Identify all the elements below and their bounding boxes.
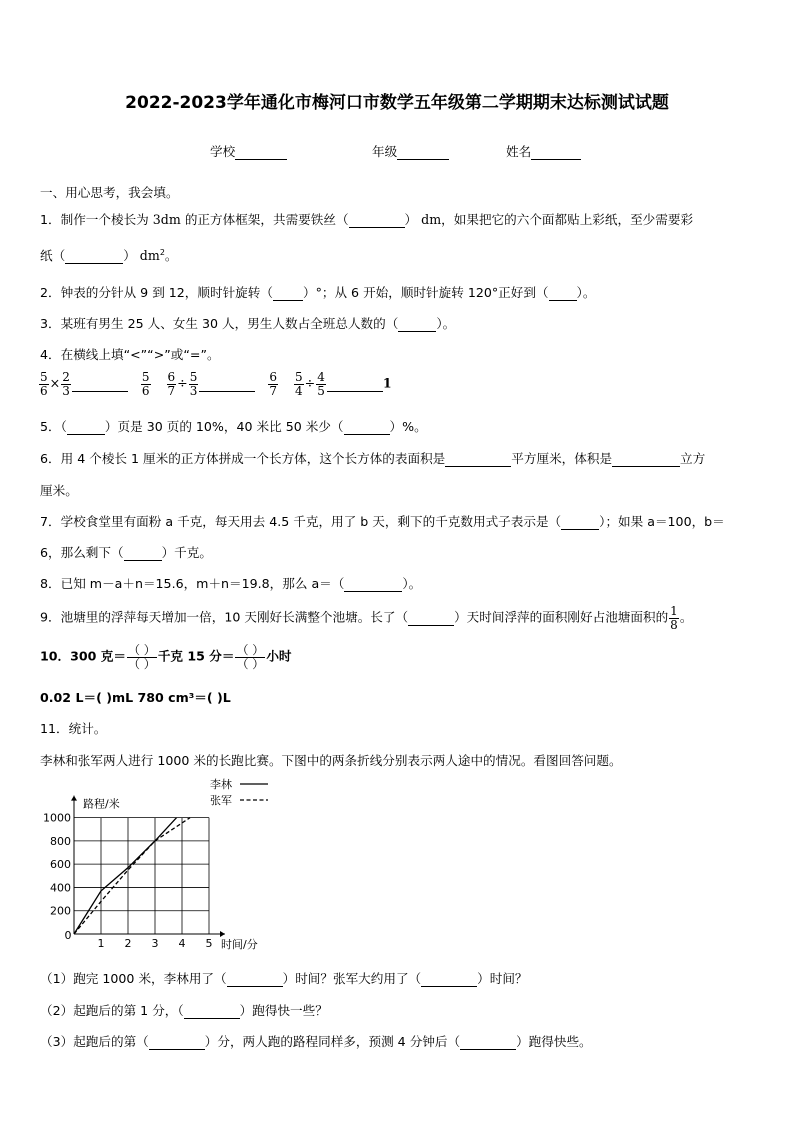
section-heading: 一、用心思考，我会填。 <box>40 185 179 200</box>
school-label: 学校 <box>210 144 236 159</box>
fraction: $\frac{5}{6}$ <box>141 370 150 398</box>
question-11-sub-1: （1）跑完 1000 米，李林用了（ ）时间？张军大约用了（ ）时间？ <box>40 971 528 986</box>
x-axis-arrow <box>220 931 225 937</box>
answer-blank[interactable] <box>344 576 402 592</box>
page-title: 2022-2023学年通化市梅河口市数学五年级第二学期期末达标测试试题 <box>125 93 669 113</box>
race-line-chart <box>38 778 288 954</box>
y-axis-label: 路程/米 <box>83 797 120 811</box>
origin-label: 0 <box>64 929 72 942</box>
y-tick-label: 600 <box>50 858 71 872</box>
fraction-blank[interactable]: $\frac{( )}{( )}$ <box>236 643 265 671</box>
name-blank[interactable] <box>531 144 581 160</box>
fraction: $\frac{5}{4}$ <box>295 370 303 398</box>
name-field[interactable] <box>506 141 581 160</box>
question-6-line-2: 厘米。 <box>40 483 78 498</box>
x-tick-label: 4 <box>178 937 186 950</box>
x-tick-label: 5 <box>205 937 213 950</box>
school-blank[interactable] <box>235 144 287 160</box>
question-3: 3．某班有男生 25 人、女生 30 人，男生人数占全班总人数的（ ）。 <box>40 316 456 331</box>
question-8: 8．已知 m－a＋n＝15.6，m＋n＝19.8，那么 a＝（ ）。 <box>40 576 422 591</box>
series-line-dashed <box>74 818 190 934</box>
y-axis-arrow <box>71 796 77 801</box>
question-10-line-1: 10．300 克＝ $\frac{( )}{( )}$ 千克 15 分＝ $\frac{( )}{( )}$ 小时 <box>40 643 292 671</box>
question-7-line-1: 7．学校食堂里有面粉 a 千克，每天用去 4.5 千克，用了 b 天，剩下的千克数用式子表示是（ ）；如果 a＝100，b＝ <box>40 514 725 529</box>
school-field[interactable] <box>210 141 287 160</box>
answer-blank[interactable] <box>72 376 128 392</box>
answer-blank[interactable] <box>408 610 454 626</box>
answer-blank[interactable] <box>445 451 511 467</box>
answer-blank[interactable] <box>549 285 577 301</box>
question-7-line-2: 6，那么剩下（ ）千克。 <box>40 545 212 560</box>
question-9: 9．池塘里的浮萍每天增加一倍，10 天刚好长满整个池塘。长了（ ）天时间浮萍的面积刚好占池塘面积的 $\frac{1}{8}$ 。 <box>40 604 693 632</box>
answer-blank[interactable] <box>327 376 383 392</box>
question-11-sub-3: （3）起跑后的第（ ）分，两人跑的路程同样多，预测 4 分钟后（ ）跑得快些。 <box>40 1034 592 1049</box>
fraction: $\frac{4}{5}$ <box>317 370 325 398</box>
question-2: 2．钟表的分针从 9 到 12，顺时针旋转（ ）°；从 6 开始，顺时针旋转 120°正好到（ ）。 <box>40 285 596 300</box>
grade-label: 年级 <box>372 144 398 159</box>
question-1-line-2: 纸（ ） $dm^2$。 <box>40 247 178 263</box>
legend-label: 张军 <box>210 794 232 807</box>
answer-blank[interactable] <box>398 316 436 332</box>
x-tick-label: 2 <box>124 937 132 950</box>
fraction-blank[interactable]: $\frac{( )}{( )}$ <box>127 643 156 671</box>
fraction: $\frac{6}{7}$ <box>269 370 278 398</box>
answer-blank[interactable] <box>612 451 680 467</box>
question-11-heading: 11．统计。 <box>40 721 107 736</box>
series-line-solid <box>74 818 177 934</box>
y-tick-label: 200 <box>50 904 71 918</box>
answer-blank[interactable] <box>67 419 105 435</box>
answer-blank[interactable] <box>421 971 477 987</box>
x-axis-label: 时间/分 <box>221 938 258 951</box>
x-tick-label: 1 <box>97 937 105 950</box>
answer-blank[interactable] <box>349 212 405 228</box>
fraction: $\frac{5}{3}$ <box>189 370 198 398</box>
fraction: $\frac{5}{6}$ <box>40 370 48 398</box>
answer-blank[interactable] <box>273 285 303 301</box>
question-10-line-2: 0.02 L＝( )mL 780 cm³＝( )L <box>40 690 231 705</box>
grade-blank[interactable] <box>397 144 449 160</box>
question-4-expressions: $\frac{5}{6}$ × $\frac{2}{3}$ $\frac{5}{6}$ $\frac{6}{7}$ ÷ $\frac{5}{3}$ $\frac{6}{7}$ $\frac{5}{4}$ ÷ $\frac{4}{5}$ 1 <box>40 370 392 398</box>
answer-blank[interactable] <box>561 514 599 530</box>
fraction: $\frac{2}{3}$ <box>62 370 70 398</box>
question-5: 5．（ ）页是 30 页的 10%，40 米比 50 米少（ ）%。 <box>40 419 427 434</box>
answer-blank[interactable] <box>460 1034 516 1050</box>
grade-field[interactable] <box>372 141 449 160</box>
question-11-sub-2: （2）起跑后的第 1 分，（ ）跑得快一些？ <box>40 1003 328 1018</box>
question-6-line-1: 6．用 4 个棱长 1 厘米的正方体拼成一个长方体，这个长方体的表面积是 平方厘米，体积是 立方 <box>40 451 706 466</box>
answer-blank[interactable] <box>65 248 123 264</box>
fraction: $\frac{1}{8}$ <box>670 604 678 632</box>
question-1-line-1: 1．制作一个棱长为 3dm 的正方体框架，共需要铁丝（ ） dm，如果把它的六个面都贴上彩纸，至少需要彩 <box>40 212 694 227</box>
question-4-intro: 4．在横线上填“<”“>”或“=”。 <box>40 347 220 362</box>
answer-blank[interactable] <box>227 971 283 987</box>
y-tick-label: 800 <box>50 834 71 848</box>
answer-blank[interactable] <box>199 376 255 392</box>
name-label: 姓名 <box>506 144 532 159</box>
answer-blank[interactable] <box>344 419 390 435</box>
y-tick-label: 400 <box>50 881 71 895</box>
answer-blank[interactable] <box>124 545 162 561</box>
answer-blank[interactable] <box>149 1034 205 1050</box>
answer-blank[interactable] <box>184 1003 240 1019</box>
legend-label: 李林 <box>210 778 232 791</box>
question-11-description: 李林和张军两人进行 1000 米的长跑比赛。下图中的两条折线分别表示两人途中的情况。看图回答问题。 <box>40 753 622 768</box>
fraction: $\frac{6}{7}$ <box>167 370 176 398</box>
x-tick-label: 3 <box>151 937 159 950</box>
y-tick-label: 1000 <box>43 811 71 825</box>
